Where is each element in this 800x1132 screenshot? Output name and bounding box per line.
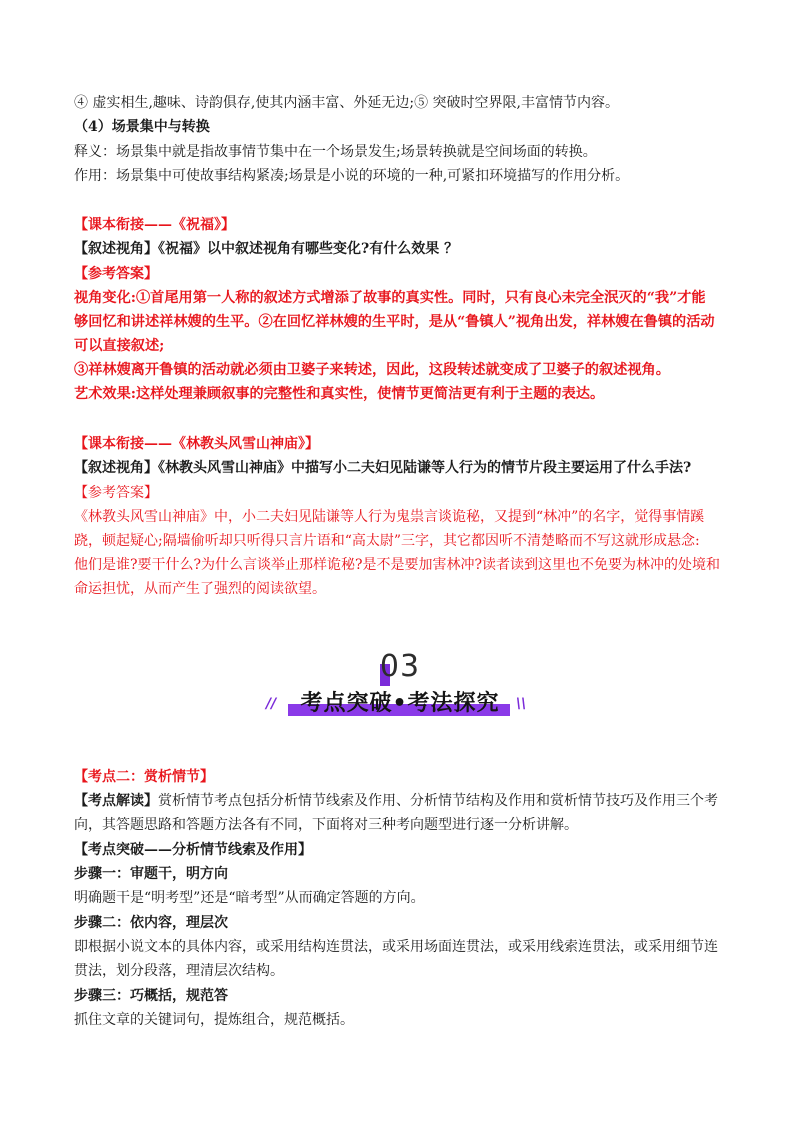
answer-line: ③祥林嫂离开鲁镇的活动就必须由卫婆子来转述，因此，这段转述就变成了卫婆子的叙述视角。 xyxy=(74,362,670,378)
section-title-text: 考点突破•考法探究 xyxy=(300,691,500,716)
answer-line: 《林教头风雪山神庙》中，小二夫妇见陆谦等人行为鬼祟言谈诡秘，又提到“林冲”的名字，觉得事情蹊 xyxy=(74,509,705,525)
textbook-link-zhufu: 【课本衔接——《祝福》】 xyxy=(74,217,235,233)
right-slash-decor: \\ xyxy=(516,696,527,712)
question-zhufu: 【叙述视角】《祝福》以中叙述视角有哪些变化?有什么效果 ？ xyxy=(74,241,459,257)
answer-line: 可以直接叙述; xyxy=(74,338,165,354)
answer-line: 命运担忧，从而产生了强烈的阅读欲望。 xyxy=(74,581,326,597)
answer-label-linjiaotou: 【参考答案】 xyxy=(74,485,158,501)
question-linjiaotou: 【叙述视角】《林教头风雪山神庙》中描写小二夫妇见陆谦等人行为的情节片段主要运用了什么手法? xyxy=(74,460,692,476)
breakthrough-heading: 【考点突破——分析情节线索及作用】 xyxy=(74,842,312,858)
intro-line-1: ④ 虚实相生,趣味、诗韵俱存,使其内涵丰富、外延无边;⑤ 突破时空界限,丰富情节内容。 xyxy=(74,95,619,111)
answer-line: 够回忆和讲述祥林嫂的生平。②在回忆祥林嫂的生平时，是从“鲁镇人”视角出发，祥林嫂在鲁镇的活动 xyxy=(74,314,715,330)
step-one-title: 步骤一：审题干，明方向 xyxy=(74,866,228,882)
step-three-title: 步骤三：巧概括，规范答 xyxy=(74,988,228,1004)
interpretation-label: 【考点解读】 xyxy=(74,793,158,809)
left-slash-decor: // xyxy=(266,696,277,712)
answer-label-zhufu: 【参考答案】 xyxy=(74,266,158,282)
section-title xyxy=(270,688,530,720)
textbook-link-linjiaotou: 【课本衔接——《林教头风雪山神庙》】 xyxy=(74,436,319,452)
scene-function: 作用：场景集中可使故事结构紧凑;场景是小说的环境的一种,可紧扣环境描写的作用分析。 xyxy=(74,168,630,184)
heading-scene: （4）场景集中与转换 xyxy=(74,119,210,135)
section-number-text: 03 xyxy=(379,649,421,684)
step-three-text: 抓住文章的关键词句，提炼组合，规范概括。 xyxy=(74,1012,354,1028)
answer-line: 他们是谁?要干什么?为什么言谈举止那样诡秘?是不是要加害林冲?读者读到这里也不免要为林冲的处境和 xyxy=(74,557,721,573)
answer-zhufu xyxy=(74,286,734,406)
section-number xyxy=(366,648,434,688)
exam-interpretation xyxy=(74,789,734,813)
scene-definition: 释义：场景集中就是指故事情节集中在一个场景发生;场景转换就是空间场面的转换。 xyxy=(74,144,597,160)
step-one-text: 明确题干是“明考型”还是“暗考型”从而确定答题的方向。 xyxy=(74,890,425,906)
answer-line: 视角变化:①首尾用第一人称的叙述方式增添了故事的真实性。同时，只有良心未完全泯灭的“我”才能 xyxy=(74,290,706,306)
answer-linjiaotou xyxy=(74,505,734,601)
step-two-text-cont: 贯法，划分段落，理清层次结构。 xyxy=(74,963,284,979)
exam-point-two: 【考点二：赏析情节】 xyxy=(74,769,214,785)
step-two-text: 即根据小说文本的具体内容，或采用结构连贯法，或采用场面连贯法，或采用线索连贯法，或采用细节连 xyxy=(74,939,718,955)
answer-line: 艺术效果:这样处理兼顾叙事的完整性和真实性，使情节更简洁更有利于主题的表达。 xyxy=(74,386,605,402)
answer-line: 跷，顿起疑心;隔墙偷听却只听得只言片语和“高太尉”三字，其它都因听不清楚略而不写这就形成悬念: xyxy=(74,533,700,549)
step-two-title: 步骤二：依内容，理层次 xyxy=(74,915,228,931)
interpretation-text: 赏析情节考点包括分析情节线索及作用、分析情节结构及作用和赏析情节技巧及作用三个考 xyxy=(158,793,718,809)
interpretation-text-cont: 向，其答题思路和答题方法各有不同，下面将对三种考向题型进行逐一分析讲解。 xyxy=(74,817,578,833)
